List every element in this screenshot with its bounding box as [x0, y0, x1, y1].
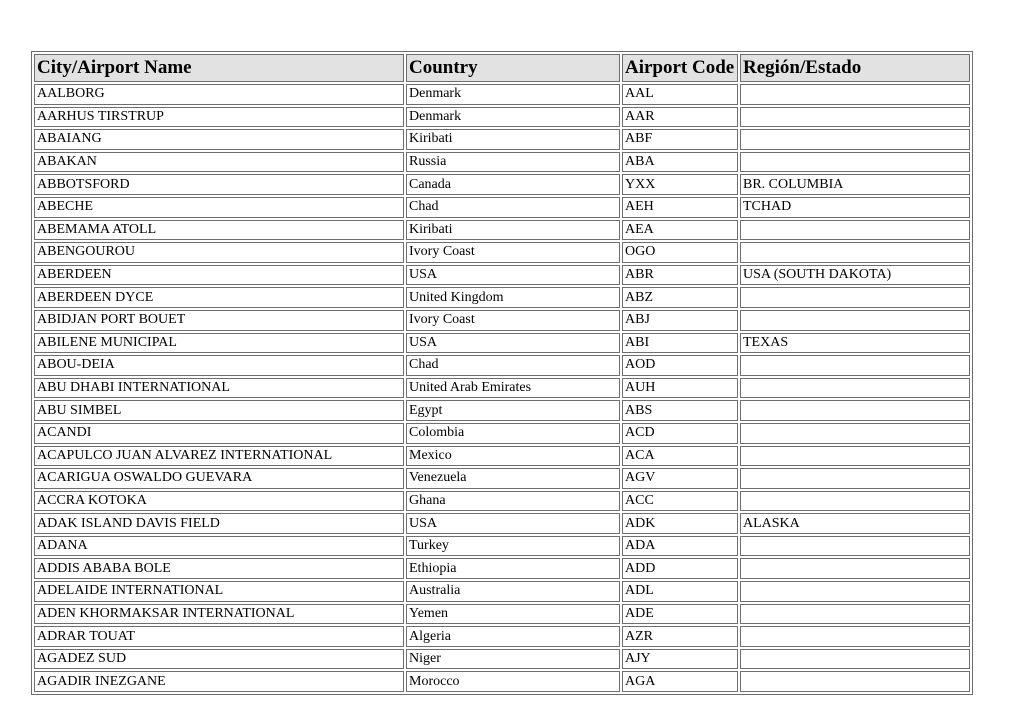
table-row — [34, 446, 970, 467]
table-header — [34, 54, 970, 82]
cell-airport-code: AOD — [622, 355, 738, 376]
table-body — [34, 84, 970, 692]
cell-airport-code: YXX — [622, 174, 738, 195]
cell-region-estado — [740, 671, 970, 692]
cell-country: USA — [406, 513, 620, 534]
cell-city-airport-name: ABOU-DEIA — [34, 355, 404, 376]
cell-region-estado — [740, 423, 970, 444]
cell-region-estado — [740, 558, 970, 579]
table-row — [34, 84, 970, 105]
table-row — [34, 378, 970, 399]
table-row — [34, 671, 970, 692]
cell-airport-code: ABI — [622, 333, 738, 354]
cell-city-airport-name: ACAPULCO JUAN ALVAREZ INTERNATIONAL — [34, 446, 404, 467]
table-row — [34, 333, 970, 354]
cell-city-airport-name: ABIDJAN PORT BOUET — [34, 310, 404, 331]
cell-city-airport-name: ACCRA KOTOKA — [34, 491, 404, 512]
cell-country: USA — [406, 333, 620, 354]
cell-country: Morocco — [406, 671, 620, 692]
cell-airport-code: ABF — [622, 129, 738, 150]
cell-region-estado — [740, 446, 970, 467]
table-row — [34, 423, 970, 444]
table-row — [34, 626, 970, 647]
cell-city-airport-name: ABU DHABI INTERNATIONAL — [34, 378, 404, 399]
cell-airport-code: AGA — [622, 671, 738, 692]
cell-country: United Kingdom — [406, 287, 620, 308]
cell-city-airport-name: AGADIR INEZGANE — [34, 671, 404, 692]
cell-airport-code: AGV — [622, 468, 738, 489]
table-row — [34, 265, 970, 286]
table-row — [34, 107, 970, 128]
cell-country: Chad — [406, 355, 620, 376]
cell-region-estado — [740, 468, 970, 489]
table-row — [34, 604, 970, 625]
table-row — [34, 581, 970, 602]
cell-airport-code: ADD — [622, 558, 738, 579]
cell-airport-code: ABA — [622, 152, 738, 173]
cell-city-airport-name: ACARIGUA OSWALDO GUEVARA — [34, 468, 404, 489]
cell-region-estado — [740, 378, 970, 399]
cell-airport-code: ADE — [622, 604, 738, 625]
cell-city-airport-name: AARHUS TIRSTRUP — [34, 107, 404, 128]
cell-country: Canada — [406, 174, 620, 195]
table-row — [34, 152, 970, 173]
cell-country: Turkey — [406, 536, 620, 557]
table-row — [34, 513, 970, 534]
cell-region-estado — [740, 491, 970, 512]
cell-region-estado — [740, 310, 970, 331]
table-row — [34, 355, 970, 376]
cell-airport-code: OGO — [622, 242, 738, 263]
cell-city-airport-name: ABU SIMBEL — [34, 400, 404, 421]
cell-country: Kiribati — [406, 220, 620, 241]
cell-airport-code: AJY — [622, 649, 738, 670]
cell-country: Chad — [406, 197, 620, 218]
cell-region-estado — [740, 242, 970, 263]
cell-region-estado — [740, 626, 970, 647]
cell-country: USA — [406, 265, 620, 286]
cell-country: Russia — [406, 152, 620, 173]
cell-country: Ethiopia — [406, 558, 620, 579]
cell-airport-code: AEA — [622, 220, 738, 241]
cell-airport-code: ABZ — [622, 287, 738, 308]
cell-city-airport-name: ABERDEEN DYCE — [34, 287, 404, 308]
cell-city-airport-name: ABEMAMA ATOLL — [34, 220, 404, 241]
cell-region-estado: USA (SOUTH DAKOTA) — [740, 265, 970, 286]
table-row — [34, 491, 970, 512]
cell-city-airport-name: AGADEZ SUD — [34, 649, 404, 670]
table-row — [34, 558, 970, 579]
cell-city-airport-name: ADELAIDE INTERNATIONAL — [34, 581, 404, 602]
cell-country: Algeria — [406, 626, 620, 647]
header-airport-code: Airport Code — [622, 54, 738, 82]
table-row — [34, 197, 970, 218]
airport-table — [31, 51, 973, 695]
cell-region-estado: ALASKA — [740, 513, 970, 534]
cell-city-airport-name: ABILENE MUNICIPAL — [34, 333, 404, 354]
header-region-estado: Región/Estado — [740, 54, 970, 82]
cell-country: Niger — [406, 649, 620, 670]
cell-region-estado: TCHAD — [740, 197, 970, 218]
cell-airport-code: AAR — [622, 107, 738, 128]
cell-city-airport-name: ABENGOUROU — [34, 242, 404, 263]
cell-region-estado — [740, 649, 970, 670]
cell-region-estado — [740, 536, 970, 557]
header-country: Country — [406, 54, 620, 82]
cell-city-airport-name: AALBORG — [34, 84, 404, 105]
table-row — [34, 468, 970, 489]
table-row — [34, 220, 970, 241]
cell-airport-code: AAL — [622, 84, 738, 105]
cell-city-airport-name: ADDIS ABABA BOLE — [34, 558, 404, 579]
cell-airport-code: ACD — [622, 423, 738, 444]
table-row — [34, 536, 970, 557]
cell-country: Australia — [406, 581, 620, 602]
cell-airport-code: ABJ — [622, 310, 738, 331]
cell-airport-code: ACA — [622, 446, 738, 467]
table-row — [34, 400, 970, 421]
cell-region-estado — [740, 220, 970, 241]
cell-airport-code: ABR — [622, 265, 738, 286]
cell-country: Colombia — [406, 423, 620, 444]
cell-country: Denmark — [406, 107, 620, 128]
cell-country: Ghana — [406, 491, 620, 512]
cell-city-airport-name: ADAK ISLAND DAVIS FIELD — [34, 513, 404, 534]
cell-airport-code: ACC — [622, 491, 738, 512]
table-row — [34, 129, 970, 150]
cell-country: Denmark — [406, 84, 620, 105]
cell-country: Egypt — [406, 400, 620, 421]
document-page — [31, 51, 973, 695]
cell-region-estado — [740, 604, 970, 625]
cell-city-airport-name: ABAIANG — [34, 129, 404, 150]
cell-airport-code: AUH — [622, 378, 738, 399]
header-city-airport-name: City/Airport Name — [34, 54, 404, 82]
cell-city-airport-name: ABERDEEN — [34, 265, 404, 286]
cell-airport-code: AZR — [622, 626, 738, 647]
cell-region-estado — [740, 84, 970, 105]
cell-country: Venezuela — [406, 468, 620, 489]
cell-region-estado — [740, 107, 970, 128]
table-row — [34, 649, 970, 670]
cell-city-airport-name: ADRAR TOUAT — [34, 626, 404, 647]
cell-region-estado — [740, 152, 970, 173]
cell-airport-code: ADK — [622, 513, 738, 534]
cell-country: Kiribati — [406, 129, 620, 150]
cell-city-airport-name: ABECHE — [34, 197, 404, 218]
cell-city-airport-name: ABBOTSFORD — [34, 174, 404, 195]
cell-airport-code: AEH — [622, 197, 738, 218]
table-row — [34, 242, 970, 263]
header-row — [34, 54, 970, 82]
table-row — [34, 310, 970, 331]
cell-airport-code: ADA — [622, 536, 738, 557]
cell-region-estado: TEXAS — [740, 333, 970, 354]
cell-airport-code: ABS — [622, 400, 738, 421]
table-row — [34, 174, 970, 195]
cell-region-estado — [740, 581, 970, 602]
cell-country: Mexico — [406, 446, 620, 467]
cell-city-airport-name: ABAKAN — [34, 152, 404, 173]
cell-airport-code: ADL — [622, 581, 738, 602]
cell-region-estado — [740, 287, 970, 308]
cell-region-estado — [740, 129, 970, 150]
cell-city-airport-name: ADANA — [34, 536, 404, 557]
cell-country: Ivory Coast — [406, 242, 620, 263]
table-row — [34, 287, 970, 308]
cell-country: United Arab Emirates — [406, 378, 620, 399]
cell-city-airport-name: ACANDI — [34, 423, 404, 444]
cell-city-airport-name: ADEN KHORMAKSAR INTERNATIONAL — [34, 604, 404, 625]
cell-country: Ivory Coast — [406, 310, 620, 331]
cell-region-estado: BR. COLUMBIA — [740, 174, 970, 195]
cell-region-estado — [740, 355, 970, 376]
cell-country: Yemen — [406, 604, 620, 625]
cell-region-estado — [740, 400, 970, 421]
